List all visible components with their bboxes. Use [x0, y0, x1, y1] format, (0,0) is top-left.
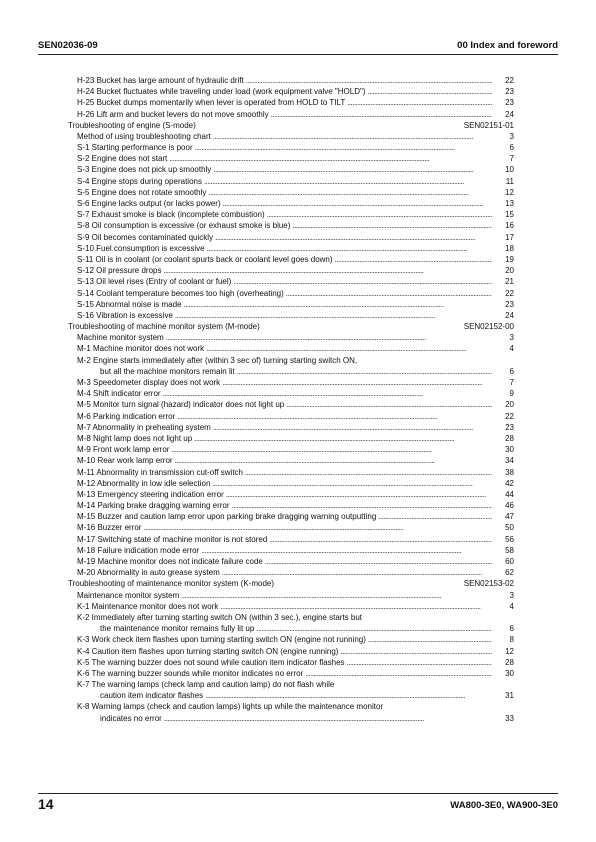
- dot-leader: [167, 153, 492, 164]
- dot-leader: [182, 299, 493, 310]
- entry-title: M-17 Switching state of machine monitor is not stored: [77, 534, 268, 544]
- entry-title: H-25 Bucket dumps momentarily when lever is operated from HOLD to TILT: [77, 98, 346, 108]
- page-number: 14: [38, 796, 54, 812]
- toc-entry: [68, 523, 514, 534]
- toc-section-heading: [68, 321, 514, 332]
- entry-title: H-23 Bucket has large amount of hydraulic drift: [77, 75, 244, 85]
- entry-title: K-7 The warning lamps (check lamp and caution lamp) do not flash while: [77, 680, 335, 690]
- dot-leader: [169, 444, 492, 455]
- entry-page-number: 16: [505, 221, 514, 231]
- section-heading-text: Troubleshooting of maintenance monitor system (K-mode): [68, 579, 275, 589]
- entry-page-number: 7: [509, 154, 514, 164]
- entry-page-number: 24: [505, 310, 514, 320]
- toc-entry: [68, 590, 514, 601]
- entry-title: M-2 Engine starts immediately after (within 3 sec of) turning starting switch ON,: [77, 355, 358, 365]
- toc-entry: [68, 209, 514, 220]
- dot-leader: [224, 489, 492, 500]
- entry-title: but all the machine monitors remain lit: [100, 366, 235, 376]
- entry-page-number: 21: [505, 277, 514, 287]
- toc-entry: [68, 265, 514, 276]
- dot-leader: [338, 646, 492, 657]
- toc-entry: [68, 377, 514, 388]
- section-title: 00 Index and foreword: [457, 40, 558, 51]
- toc-entry: [68, 545, 514, 556]
- toc-entry: [68, 232, 514, 243]
- toc-entry: [68, 176, 514, 187]
- entry-page-number: 23: [505, 87, 514, 97]
- entry-title: K-6 The warning buzzer sounds while monitor indicates no error: [77, 668, 304, 678]
- toc-entry: [68, 657, 514, 668]
- toc-entry: [68, 556, 514, 567]
- toc-entry: [68, 276, 514, 287]
- toc-entry: [68, 411, 514, 422]
- entry-title: K-3 Work check item flashes upon turning starting switch ON (engine not running): [77, 635, 366, 645]
- entry-page-number: 50: [505, 523, 514, 533]
- toc-entry: [68, 165, 514, 176]
- toc-entry: [68, 97, 514, 108]
- dot-leader: [235, 366, 492, 377]
- dot-leader: [205, 243, 492, 254]
- entry-page-number: 15: [505, 210, 514, 220]
- toc-entry: [68, 623, 514, 634]
- dot-leader: [244, 75, 492, 86]
- entry-title: S-14 Coolant temperature becomes too high (overheating): [77, 288, 284, 298]
- dot-leader: [211, 422, 492, 433]
- entry-title: Maintenance monitor system: [77, 590, 180, 600]
- entry-title: indicates no error: [100, 713, 162, 723]
- entry-title: S-2 Engine does not start: [77, 154, 168, 164]
- dot-leader: [221, 198, 492, 209]
- dot-leader: [175, 411, 492, 422]
- entry-page-number: 11: [505, 176, 514, 186]
- model-name: WA800-3E0, WA900-3E0: [450, 800, 558, 811]
- toc-entry: [68, 310, 514, 321]
- toc-entry: [68, 355, 514, 366]
- table-of-contents: [68, 75, 514, 724]
- toc-entry: [68, 399, 514, 410]
- toc-entry: [68, 220, 514, 231]
- entry-title: K-2 Immediately after turning starting switch ON (within 3 sec.), engine starts but: [77, 612, 363, 622]
- toc-entry: [68, 243, 514, 254]
- toc-entry: [68, 500, 514, 511]
- toc-entry: [68, 713, 514, 724]
- toc-entry: [68, 455, 514, 466]
- dot-leader: [243, 467, 492, 478]
- entry-title: S-6 Engine lacks output (or lacks power): [77, 199, 221, 209]
- dot-leader: [231, 276, 492, 287]
- entry-title: H-24 Bucket fluctuates while traveling under load (work equipment valve "HOLD"): [77, 87, 366, 97]
- entry-page-number: 23: [505, 98, 514, 108]
- toc-entry: [68, 75, 514, 86]
- dot-leader: [204, 343, 492, 354]
- entry-page-number: 23: [505, 299, 514, 309]
- entry-page-number: 10: [505, 165, 514, 175]
- entry-title: K-8 Warning lamps (check and caution lamps) lights up while the maintenance monitor: [77, 702, 384, 712]
- entry-page-number: 6: [509, 143, 514, 153]
- toc-section-heading: [68, 578, 514, 589]
- dot-leader: [203, 690, 492, 701]
- dot-leader: [263, 556, 492, 567]
- toc-entry: [68, 534, 514, 545]
- dot-leader: [161, 388, 492, 399]
- dot-leader: [290, 220, 492, 231]
- toc-entry: [68, 433, 514, 444]
- entry-title: S-12 Oil pressure drops: [77, 266, 162, 276]
- dot-leader: [265, 209, 492, 220]
- entry-page-number: 60: [505, 557, 514, 567]
- dot-leader: [365, 86, 492, 97]
- dot-leader: [254, 623, 492, 634]
- entry-title: M-13 Emergency steering indication error: [77, 489, 224, 499]
- entry-title: M-8 Night lamp does not light up: [77, 433, 193, 443]
- toc-entry: [68, 690, 514, 701]
- toc-entry: [68, 444, 514, 455]
- entry-title: M-9 Front work lamp error: [77, 445, 170, 455]
- section-code: SEN02151-01: [463, 120, 514, 130]
- entry-page-number: 47: [505, 512, 514, 522]
- entry-title: K-4 Caution item flashes upon turning starting switch ON (engine running): [77, 646, 339, 656]
- entry-page-number: 12: [505, 187, 514, 197]
- entry-title: H-26 Lift arm and bucket levers do not move smoothly: [77, 109, 269, 119]
- entry-title: M-4 Shift indicator error: [77, 389, 161, 399]
- entry-title: M-15 Buzzer and caution lamp error upon parking brake dragging warning outputting: [77, 512, 377, 522]
- entry-title: M-18 Failure indication mode error: [77, 545, 200, 555]
- entry-page-number: 30: [505, 445, 514, 455]
- entry-page-number: 8: [509, 635, 514, 645]
- entry-title: S-7 Exhaust smoke is black (incomplete combustion): [77, 210, 265, 220]
- dot-leader: [211, 164, 492, 175]
- header-rule: [38, 54, 558, 55]
- entry-page-number: 17: [505, 232, 514, 242]
- entry-page-number: 42: [505, 478, 514, 488]
- entry-title: K-5 The warning buzzer does not sound while caution item indicator flashes: [77, 657, 345, 667]
- dot-leader: [269, 109, 492, 120]
- entry-title: caution item indicator flashes: [100, 691, 204, 701]
- entry-page-number: 6: [509, 624, 514, 634]
- toc-entry: [68, 601, 514, 612]
- dot-leader: [366, 634, 492, 645]
- entry-page-number: 9: [509, 389, 514, 399]
- toc-entry: [68, 388, 514, 399]
- entry-title: M-20 Abnormality in auto grease system: [77, 568, 220, 578]
- entry-page-number: 38: [505, 467, 514, 477]
- footer-rule: [38, 793, 558, 794]
- toc-entry: [68, 668, 514, 679]
- dot-leader: [202, 176, 492, 187]
- dot-leader: [162, 713, 492, 724]
- entry-page-number: 34: [505, 456, 514, 466]
- dot-leader: [164, 332, 492, 343]
- entry-page-number: 22: [505, 411, 514, 421]
- toc-entry: [68, 299, 514, 310]
- dot-leader: [284, 399, 492, 410]
- dot-leader: [199, 545, 492, 556]
- entry-page-number: 28: [505, 433, 514, 443]
- entry-page-number: 3: [509, 333, 514, 343]
- entry-page-number: 22: [505, 75, 514, 85]
- toc-section-heading: [68, 120, 514, 131]
- entry-page-number: 13: [505, 199, 514, 209]
- toc-entry: [68, 634, 514, 645]
- entry-title: S-10 Fuel consumption is excessive: [77, 243, 205, 253]
- dot-leader: [161, 265, 492, 276]
- dot-leader: [211, 131, 492, 142]
- entry-title: K-1 Maintenance monitor does not work: [77, 601, 219, 611]
- entry-page-number: 6: [509, 366, 514, 376]
- dot-leader: [213, 232, 492, 243]
- entry-title: M-6 Parking indication error: [77, 411, 176, 421]
- dot-leader: [345, 97, 492, 108]
- entry-page-number: 3: [509, 590, 514, 600]
- dot-leader: [345, 657, 492, 668]
- toc-entry: [68, 109, 514, 120]
- dot-leader: [173, 310, 492, 321]
- toc-entry: [68, 254, 514, 265]
- entry-title: M-10 Rear work lamp error: [77, 456, 173, 466]
- entry-title: S-11 Oil is in coolant (or coolant spurts back or coolant level goes down): [77, 254, 333, 264]
- entry-page-number: 46: [505, 501, 514, 511]
- toc-entry: [68, 198, 514, 209]
- entry-title: S-4 Engine stops during operations: [77, 176, 202, 186]
- entry-page-number: 20: [505, 266, 514, 276]
- dot-leader: [206, 187, 492, 198]
- toc-entry: [68, 467, 514, 478]
- entry-page-number: 33: [505, 713, 514, 723]
- dot-leader: [210, 478, 492, 489]
- entry-title: S-16 Vibration is excessive: [77, 310, 173, 320]
- toc-entry: [68, 366, 514, 377]
- entry-page-number: 58: [505, 545, 514, 555]
- toc-entry: [68, 332, 514, 343]
- toc-entry: [68, 612, 514, 623]
- toc-entry: [68, 344, 514, 355]
- entry-page-number: 3: [509, 131, 514, 141]
- toc-entry: [68, 702, 514, 713]
- section-code: SEN02153-02: [463, 579, 514, 589]
- dot-leader: [218, 601, 492, 612]
- entry-page-number: 56: [505, 534, 514, 544]
- toc-entry: [68, 153, 514, 164]
- dot-leader: [333, 254, 492, 265]
- dot-leader: [220, 567, 492, 578]
- entry-title: Method of using troubleshooting chart: [77, 131, 211, 141]
- toc-entry: [68, 489, 514, 500]
- dot-leader: [192, 433, 492, 444]
- toc-entry: [68, 679, 514, 690]
- entry-page-number: 31: [505, 691, 514, 701]
- section-code: SEN02152-00: [463, 322, 514, 332]
- entry-title: S-3 Engine does not pick up smoothly: [77, 165, 212, 175]
- dot-leader: [193, 142, 492, 153]
- section-heading-text: Troubleshooting of machine monitor system (M-mode): [68, 322, 260, 332]
- entry-page-number: 12: [505, 646, 514, 656]
- entry-title: M-11 Abnormality in transmission cut-off switch: [77, 467, 243, 477]
- entry-title: M-5 Monitor turn signal (hazard) indicator does not light up: [77, 400, 285, 410]
- toc-entry: [68, 86, 514, 97]
- toc-entry: [68, 478, 514, 489]
- dot-leader: [179, 590, 492, 601]
- dot-leader: [220, 377, 492, 388]
- toc-entry: [68, 567, 514, 578]
- entry-title: M-12 Abnormality in low idle selection: [77, 478, 211, 488]
- toc-entry: [68, 646, 514, 657]
- entry-title: S-1 Starting performance is poor: [77, 143, 193, 153]
- entry-page-number: 4: [509, 601, 514, 611]
- dot-leader: [284, 288, 492, 299]
- entry-title: M-7 Abnormality in preheating system: [77, 422, 211, 432]
- entry-title: S-8 Oil consumption is excessive (or exhaust smoke is blue): [77, 221, 291, 231]
- toc-entry: [68, 288, 514, 299]
- entry-title: M-1 Machine monitor does not work: [77, 344, 205, 354]
- entry-page-number: 28: [505, 657, 514, 667]
- entry-title: S-5 Engine does not rotate smoothly: [77, 187, 207, 197]
- entry-page-number: 4: [509, 344, 514, 354]
- entry-title: M-16 Buzzer error: [77, 523, 142, 533]
- entry-title: S-9 Oil becomes contaminated quickly: [77, 232, 214, 242]
- dot-leader: [267, 534, 492, 545]
- entry-title: the maintenance monitor remains fully lit up: [100, 624, 255, 634]
- entry-title: S-15 Abnormal noise is made: [77, 299, 182, 309]
- entry-page-number: 44: [505, 489, 514, 499]
- entry-page-number: 7: [509, 378, 514, 388]
- toc-entry: [68, 142, 514, 153]
- entry-title: S-13 Oil level rises (Entry of coolant or fuel): [77, 277, 232, 287]
- document-id: SEN02036-09: [38, 40, 98, 51]
- section-heading-text: Troubleshooting of engine (S-mode): [68, 120, 196, 130]
- entry-page-number: 22: [505, 288, 514, 298]
- entry-page-number: 30: [505, 668, 514, 678]
- entry-page-number: 18: [505, 243, 514, 253]
- entry-title: M-3 Speedometer display does not work: [77, 378, 221, 388]
- dot-leader: [376, 511, 492, 522]
- toc-entry: [68, 131, 514, 142]
- entry-page-number: 20: [505, 400, 514, 410]
- entry-title: Machine monitor system: [77, 333, 164, 343]
- toc-entry: [68, 511, 514, 522]
- entry-page-number: 23: [505, 422, 514, 432]
- entry-page-number: 19: [505, 254, 514, 264]
- entry-page-number: 62: [505, 568, 514, 578]
- dot-leader: [230, 500, 492, 511]
- toc-entry: [68, 422, 514, 433]
- entry-title: M-19 Machine monitor does not indicate failure code: [77, 557, 263, 567]
- entry-page-number: 24: [505, 109, 514, 119]
- entry-title: M-14 Parking brake dragging warning error: [77, 501, 230, 511]
- dot-leader: [173, 455, 492, 466]
- dot-leader: [141, 522, 492, 533]
- dot-leader: [303, 668, 492, 679]
- toc-entry: [68, 187, 514, 198]
